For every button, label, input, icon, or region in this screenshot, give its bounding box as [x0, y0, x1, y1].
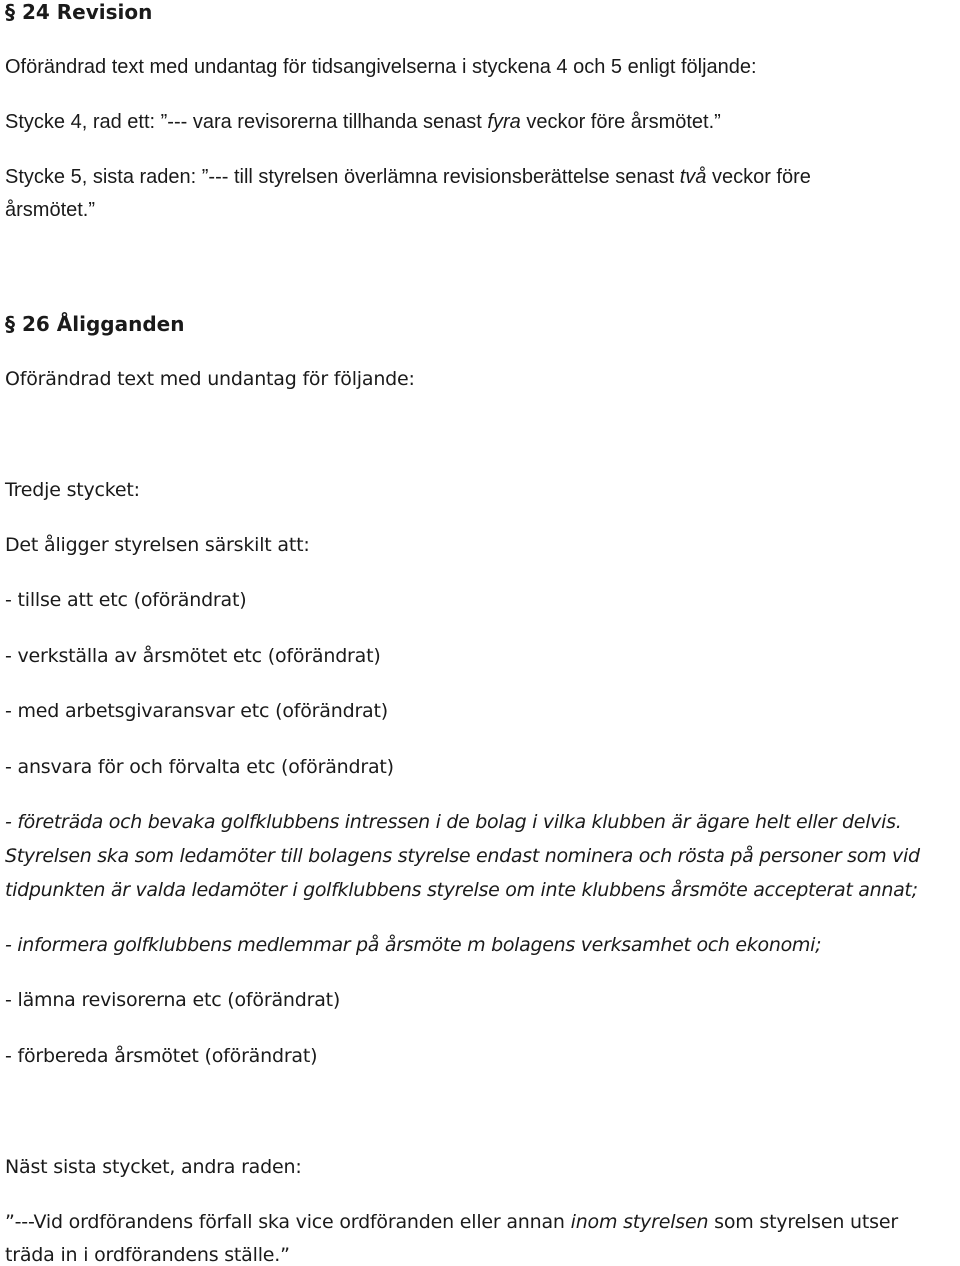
stycke-4-line [5, 111, 721, 134]
section-24-intro: Oförändrad text med undantag för tidsangivelserna i styckena 4 och 5 enligt följande: [5, 56, 757, 78]
last-paragraph-continuation: träda in i ordförandens ställe.” [5, 1244, 290, 1266]
stycke-4-text: Stycke 4, rad ett: ”--- vara revisorerna tillhanda senast [5, 111, 488, 133]
section-26-intro: Oförändrad text med undantag för följande: [5, 368, 415, 390]
last-paragraph-text: ”---Vid ordförandens förfall ska vice ordföranden eller annan [5, 1211, 571, 1233]
new-list-item: - företräda och bevaka golfklubbens intressen i de bolag i vilka klubben är ägare helt eller delvis. [5, 811, 902, 833]
stycke-5-continuation: årsmötet.” [5, 199, 96, 221]
stycke-5-text: Stycke 5, sista raden: ”--- till styrelsen överlämna revisionsberättelse senast [5, 166, 680, 188]
stycke-5-line [5, 166, 811, 189]
inform-list-item: - informera golfklubbens medlemmar på årsmöte m bolagens verksamhet och ekonomi; [5, 934, 822, 956]
stycke-4-emphasis: fyra [487, 111, 521, 133]
list-item: - tillse att etc (oförändrat) [5, 589, 247, 611]
section-26-heading: § 26 Åligganden [5, 312, 185, 336]
list-item: - förbereda årsmötet (oförändrat) [5, 1045, 318, 1067]
new-list-item-line-2: Styrelsen ska som ledamöter till bolagens styrelse endast nominera och rösta på personer som vid [5, 845, 920, 867]
list-item: - ansvara för och förvalta etc (oförändrat) [5, 756, 394, 778]
last-paragraph-emphasis: inom styrelsen [570, 1211, 709, 1233]
last-paragraph-text-end: som styrelsen utser [708, 1211, 898, 1233]
list-item: - lämna revisorerna etc (oförändrat) [5, 989, 341, 1011]
new-list-item-line-3: tidpunkten är valda ledamöter i golfklubbens styrelse om inte klubbens årsmöte accepterat annat; [5, 879, 918, 901]
stycke-5-emphasis: två [679, 166, 707, 188]
last-paragraph-line [5, 1211, 898, 1233]
last-paragraph-label: Näst sista stycket, andra raden: [5, 1156, 302, 1178]
third-paragraph-label: Tredje stycket: [5, 479, 140, 501]
stycke-4-text-end: veckor före årsmötet.” [520, 111, 721, 133]
section-24-heading: § 24 Revision [5, 0, 153, 24]
list-item: - verkställa av årsmötet etc (oförändrat) [5, 645, 381, 667]
stycke-5-text-end: veckor före [706, 166, 811, 188]
duty-statement: Det åligger styrelsen särskilt att: [5, 534, 310, 556]
list-item: - med arbetsgivaransvar etc (oförändrat) [5, 700, 388, 722]
